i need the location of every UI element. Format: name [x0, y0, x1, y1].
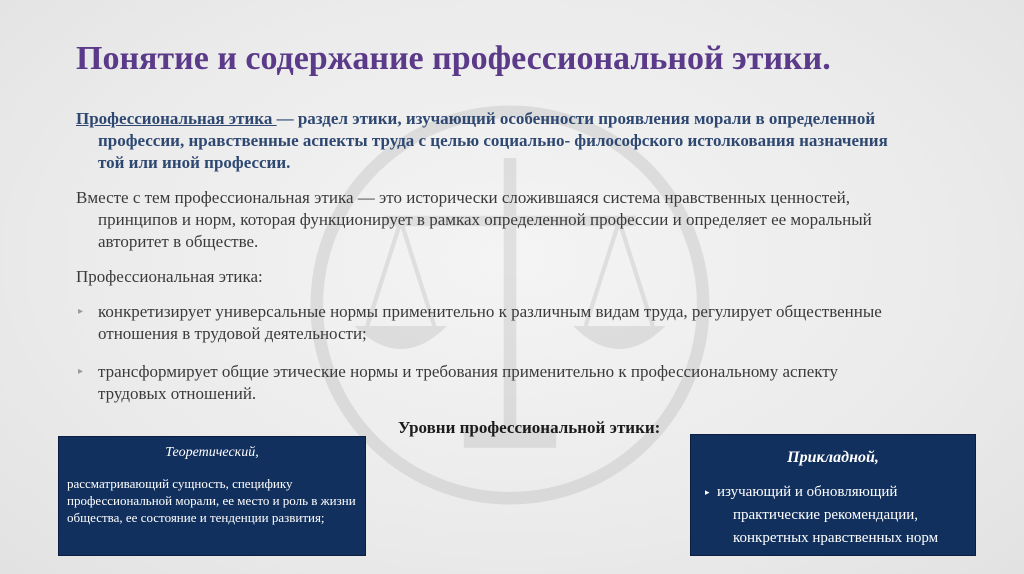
ethics-intro-paragraph: Профессиональная этика:: [76, 267, 263, 286]
list-item-text: трансформирует общие этические нормы и требования применительно к профессиональному аспекту трудовых отношений.: [98, 362, 838, 403]
definition-term: Профессиональная этика: [76, 109, 277, 128]
bullet-arrow-icon: ▸: [78, 366, 84, 377]
applied-level-text: изучающий и обновляющий практические рекомендации, конкретных нравственных норм: [717, 484, 939, 546]
theoretical-level-text: рассматривающий сущность, специфику профессиональной морали, ее место и роль в жизни общества, ее состояние и тенденции развития;: [67, 476, 356, 525]
page-title: Понятие и содержание профессиональной этики.: [76, 40, 831, 77]
levels-heading: Уровни профессиональной этики:: [398, 418, 661, 437]
theoretical-level-title: Теоретический,: [165, 445, 259, 460]
theoretical-level-box: [58, 436, 366, 556]
list-item: [76, 301, 906, 345]
list-item: [705, 481, 967, 550]
bullet-arrow-icon: ▸: [705, 487, 710, 497]
history-text: Вместе с тем профессиональная этика — это исторически сложившаяся система нравственных ценностей, принципов и норм, которая функционирует в рамках определенной профессии и определяет ее моральный авторитет в обществе.: [76, 188, 872, 251]
applied-level-box: [690, 434, 976, 556]
history-paragraph: [76, 187, 896, 253]
bullet-arrow-icon: ▸: [78, 306, 84, 317]
definition-text: — раздел этики, изучающий особенности проявления морали в определенной профессии, нравственные аспекты труда с целью социально- философского истолкования назначения той или иной профессии.: [98, 109, 888, 172]
definition-paragraph: [76, 108, 896, 174]
applied-level-title: Прикладной,: [787, 449, 879, 466]
list-item: [76, 361, 906, 405]
list-item-text: конкретизирует универсальные нормы применительно к различным видам труда, регулирует общественные отношения в трудовой деятельности;: [98, 302, 882, 343]
